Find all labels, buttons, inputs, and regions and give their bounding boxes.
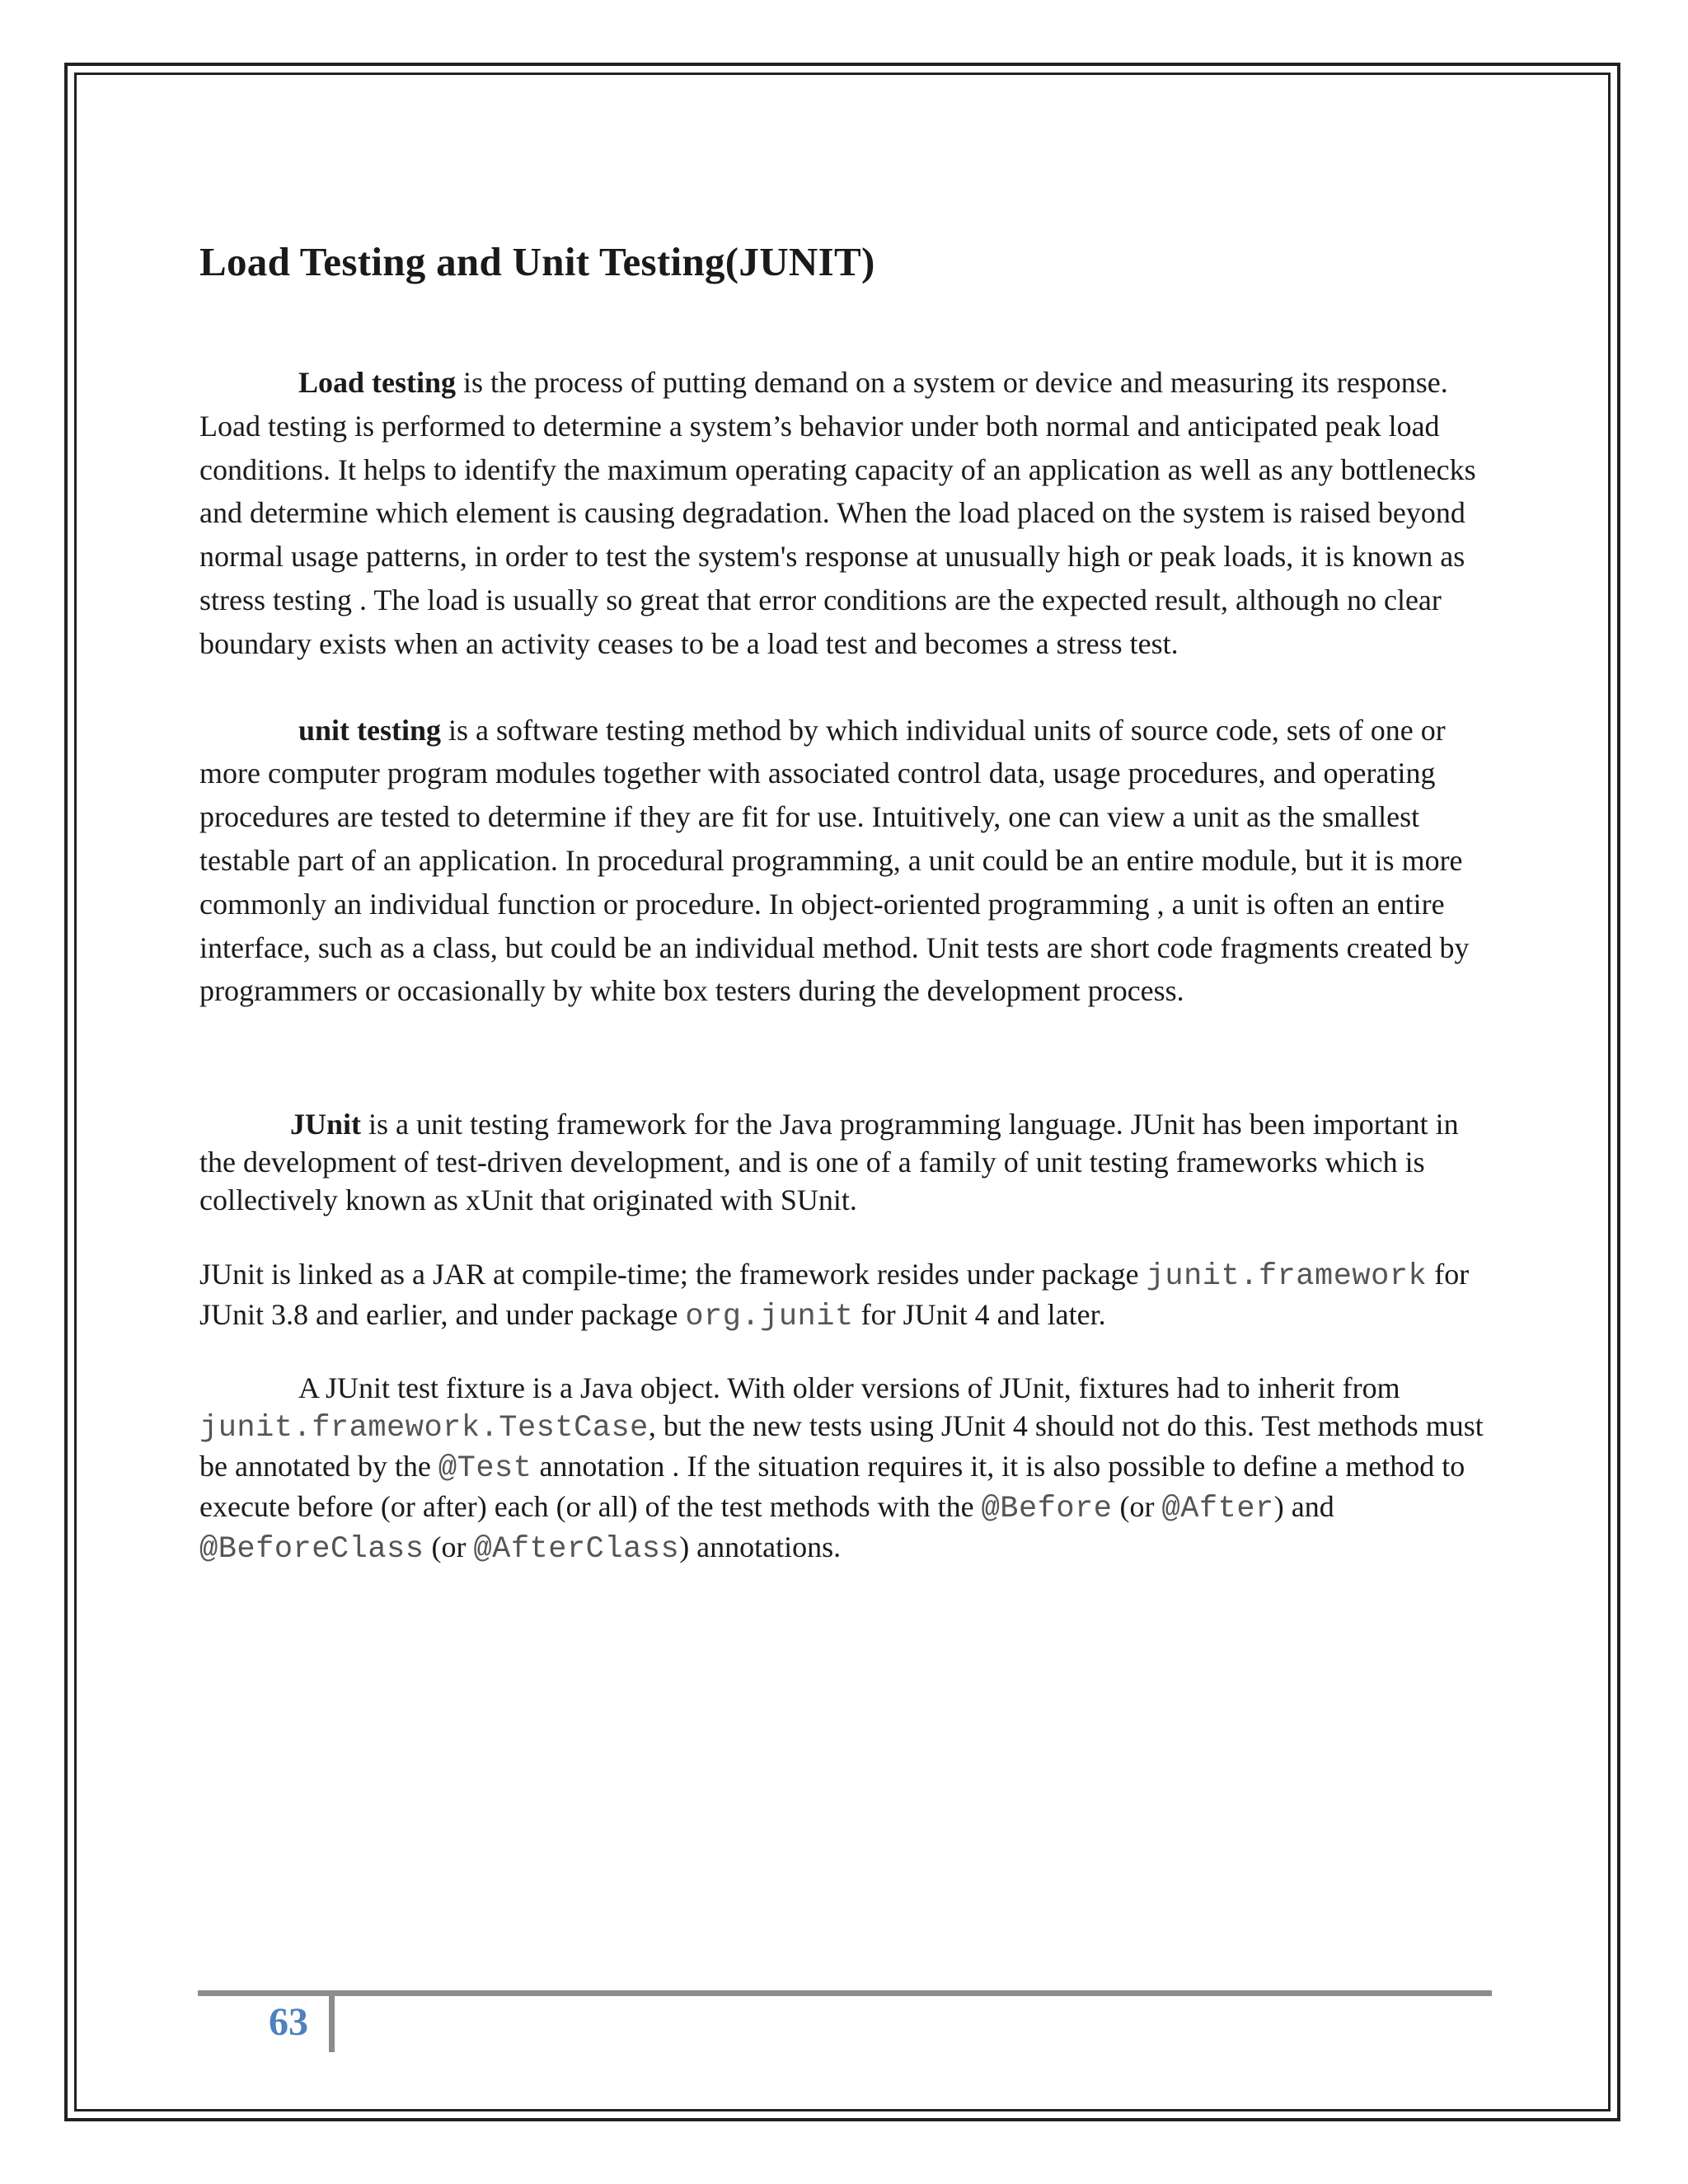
footer-rule	[198, 1990, 1492, 1996]
junit-package-text-1: JUnit is linked as a JAR at compile-time; the framework resides under package	[199, 1258, 1146, 1291]
load-testing-text: is the process of putting demand on a system or device and measuring its response. Load testing is performed to determine a system’s behavior under both normal and anticipated peak load conditions. It helps to identify the maximum operating capacity of an application as well as any bottlenecks and determine which element is causing degradation. When the load placed on the system is raised beyond normal usage patterns, in order to test the system's response at unusually high or peak loads, it is known as stress testing . The load is usually so great that error conditions are the expected result, although no clear boundary exists when an activity ceases to be a load test and becomes a stress test.	[199, 366, 1476, 660]
page-title: Load Testing and Unit Testing(JUNIT)	[199, 239, 875, 284]
fixture-text-2: , but the new tests using JUnit 4 should not do this. Test methods must be annotated by the	[199, 1409, 1484, 1483]
code-before-annotation: @Before	[981, 1492, 1113, 1527]
code-test-annotation: @Test	[438, 1451, 532, 1487]
junit-fixture-paragraph	[199, 1369, 1502, 1568]
junit-package-text-3: for JUnit 4 and later.	[853, 1298, 1106, 1332]
fixture-text-1: A JUnit test fixture is a Java object. With older versions of JUnit, fixtures had to inherit from	[298, 1371, 1400, 1405]
unit-testing-paragraph	[199, 709, 1502, 1014]
page-number: 63	[269, 2000, 308, 2044]
load-testing-paragraph	[199, 361, 1502, 666]
unit-testing-term: unit testing	[298, 713, 442, 747]
code-afterclass-annotation: @AfterClass	[473, 1532, 680, 1568]
code-after-annotation: @After	[1161, 1492, 1274, 1527]
unit-testing-text: is a software testing method by which individual units of source code, sets of one or more computer program modules together with associated control data, usage procedures, and operating procedures are tested to determine if they are fit for use. Intuitively, one can view a unit as the smallest testable part of an application. In procedural programming, a unit could be an entire module, but it is more commonly an individual function or procedure. In object-oriented programming , a unit is often an entire interface, such as a class, but could be an individual method. Unit tests are short code fragments created by programmers or occasionally by white box testers during the development process.	[199, 713, 1470, 1008]
code-junit-framework: junit.framework	[1146, 1259, 1428, 1295]
code-testcase: junit.framework.TestCase	[199, 1411, 649, 1446]
fixture-text-5: ) and	[1273, 1490, 1334, 1524]
junit-package-paragraph	[199, 1255, 1502, 1336]
code-beforeclass-annotation: @BeforeClass	[199, 1532, 424, 1568]
fixture-text-4: (or	[1112, 1490, 1162, 1524]
fixture-text-6: (or	[424, 1530, 474, 1564]
page-number-divider	[329, 1994, 335, 2052]
junit-intro-paragraph	[199, 1105, 1502, 1219]
junit-package-text-2: for JUnit 3.8 and earlier, and under package	[199, 1258, 1470, 1332]
code-org-junit: org.junit	[685, 1300, 854, 1335]
fixture-text-3: annotation . If the situation requires it, it is also possible to define a method to execute before (or after) each (or all) of the test methods with the	[199, 1450, 1465, 1524]
fixture-text-7: ) annotations.	[679, 1530, 842, 1564]
junit-term: JUnit	[290, 1108, 362, 1141]
page-content	[199, 237, 1502, 1568]
load-testing-term: Load testing	[298, 366, 457, 399]
junit-intro-text: is a unit testing framework for the Java programming language. JUnit has been important in the development of test-driven development, and is one of a family of unit testing frameworks which is collectively known as xUnit that originated with SUnit.	[199, 1108, 1459, 1217]
